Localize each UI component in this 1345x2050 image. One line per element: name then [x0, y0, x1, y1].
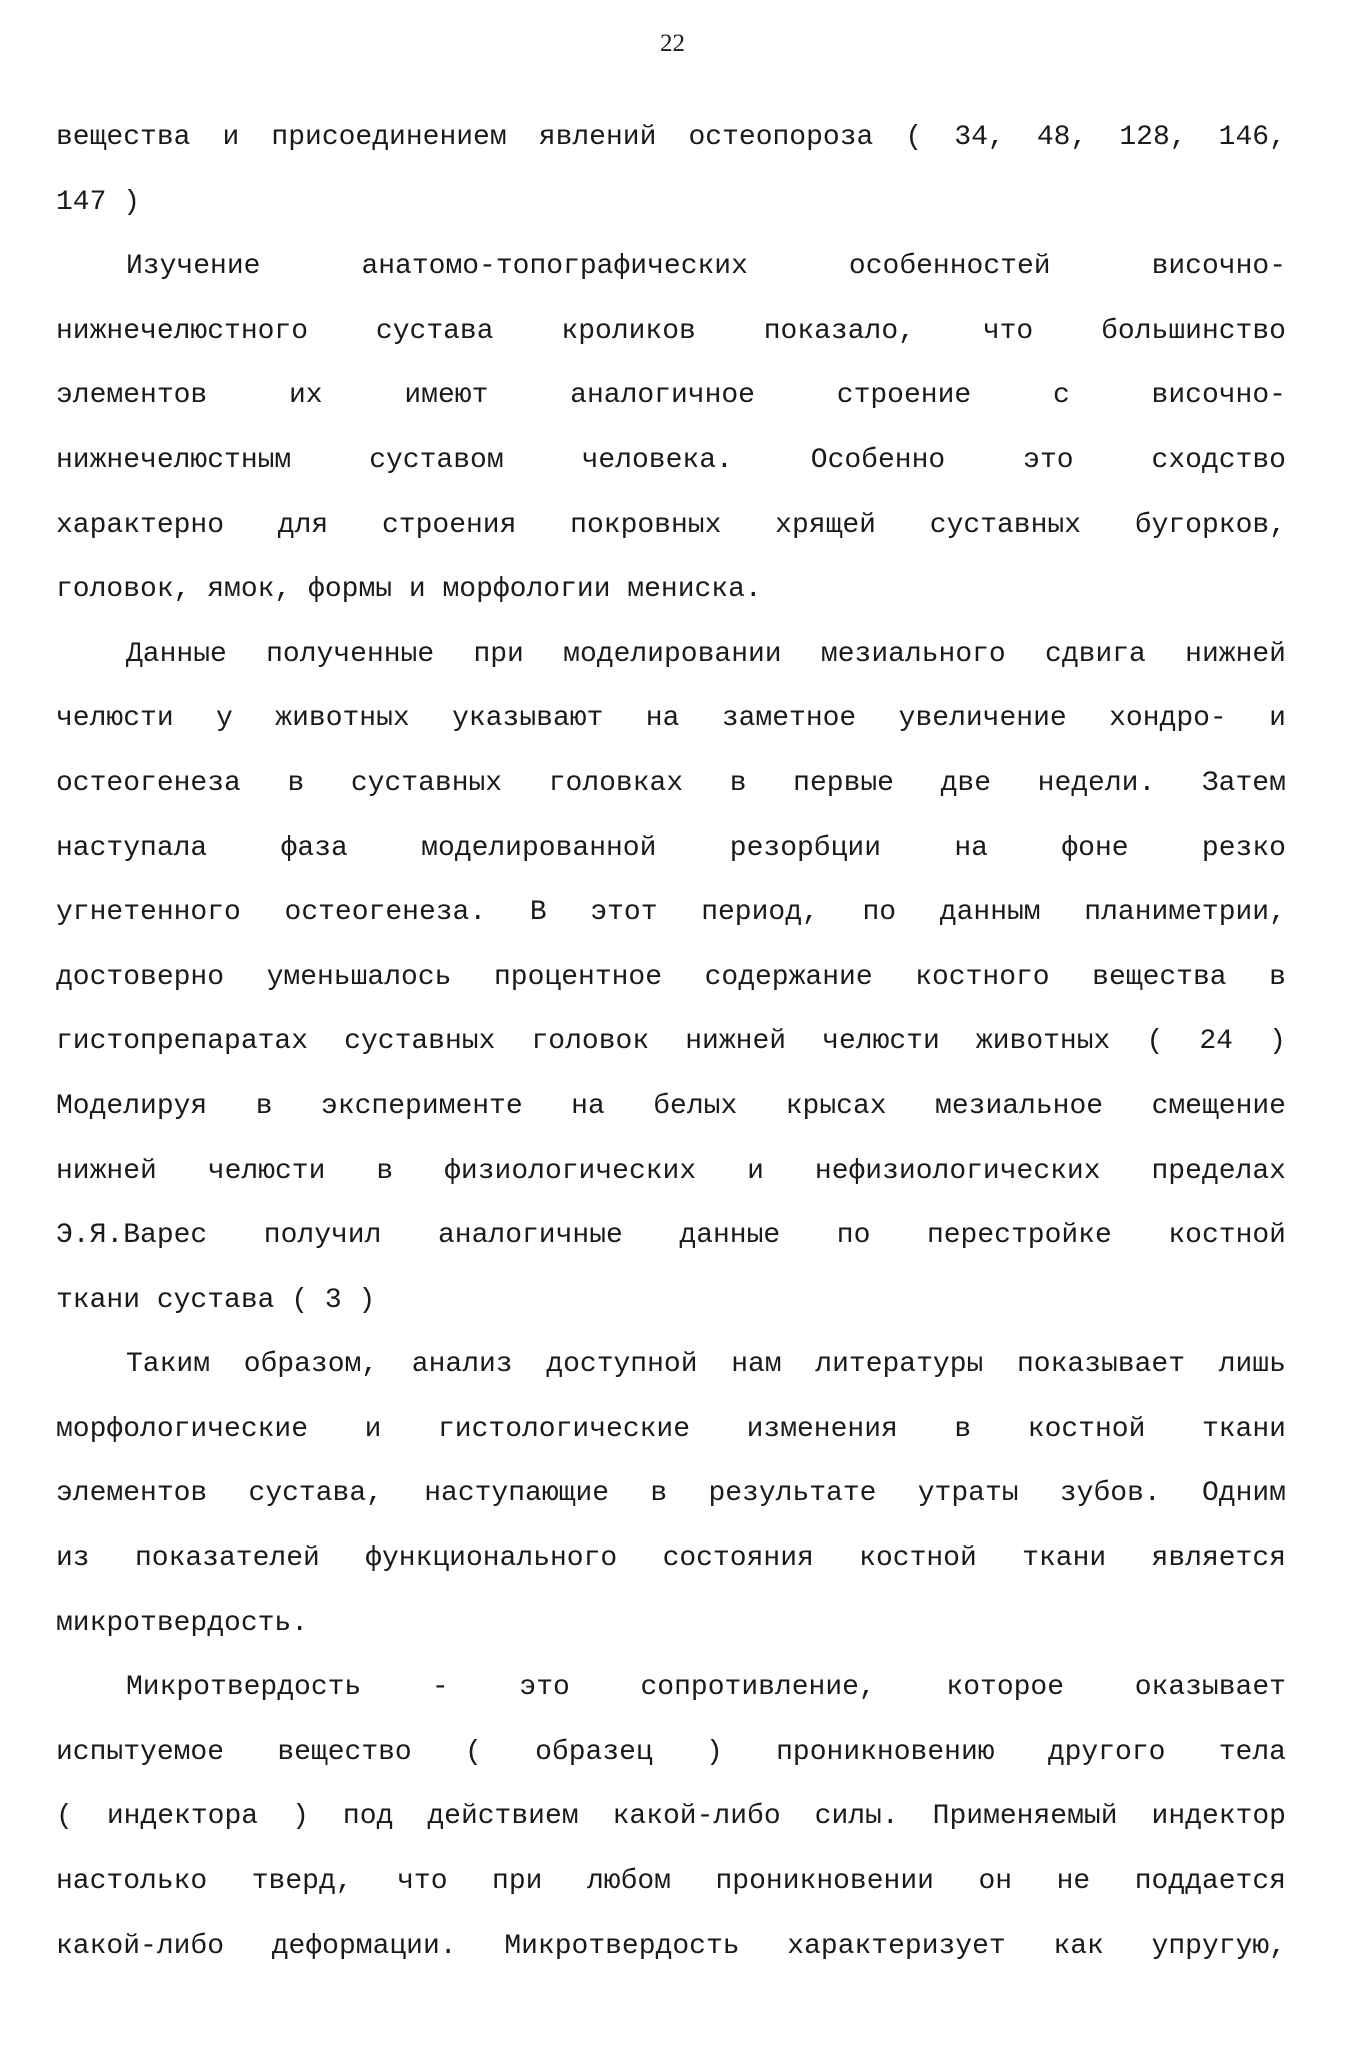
word: настолько — [56, 1866, 208, 1898]
word: утраты — [917, 1478, 1019, 1510]
word: по — [836, 1220, 871, 1252]
text-line: 147 ) — [56, 186, 141, 218]
word: фоне — [1061, 832, 1129, 864]
word: угнетенного — [56, 897, 241, 929]
word: в — [729, 767, 747, 799]
word: Микротвердость — [504, 1930, 740, 1962]
word: деформации. — [271, 1930, 457, 1962]
word: показывает — [1016, 1349, 1186, 1381]
word: ( — [465, 1736, 482, 1768]
word: при — [473, 638, 524, 670]
word: ) — [706, 1736, 723, 1768]
word: нижнечелюстного — [56, 315, 309, 347]
word: хондро- — [1109, 703, 1227, 735]
word: костной — [859, 1543, 977, 1575]
word: строения — [381, 509, 517, 541]
word: наступающие — [424, 1478, 610, 1510]
word: образом, — [243, 1349, 379, 1381]
word: две — [940, 767, 992, 799]
word: в — [954, 1413, 972, 1445]
word: элементов — [56, 1478, 208, 1510]
word: в — [376, 1155, 394, 1187]
word: что — [982, 315, 1034, 347]
word: морфологические — [56, 1413, 309, 1445]
word: остеогенеза — [56, 767, 241, 799]
word: 48, — [1036, 122, 1088, 153]
text-line — [56, 113, 1286, 178]
word: вещества — [1092, 961, 1227, 993]
word: из — [56, 1543, 90, 1575]
word: ( — [56, 1801, 73, 1833]
word: наступала — [56, 832, 208, 864]
word: Таким — [126, 1349, 211, 1381]
word: состояния — [662, 1543, 814, 1575]
word: животных — [975, 1026, 1111, 1058]
word: сустава, — [248, 1478, 383, 1510]
word: ( — [905, 122, 923, 153]
word: получил — [263, 1220, 382, 1252]
word: Микротвердость — [126, 1672, 362, 1704]
word: животных — [275, 703, 410, 735]
word: аналогичное — [570, 380, 755, 412]
text-line — [56, 371, 1286, 436]
page-number: 22 — [660, 30, 685, 57]
word: и — [747, 1155, 764, 1187]
word: суставом — [369, 444, 504, 476]
text-line — [56, 1211, 1286, 1276]
word: период, — [701, 897, 819, 929]
word: это — [519, 1672, 570, 1704]
word: Э.Я.Варес — [56, 1220, 208, 1252]
text-line — [56, 1082, 1286, 1147]
word: ткани — [1022, 1543, 1107, 1575]
text-line — [56, 888, 1286, 953]
word: В — [529, 897, 547, 929]
word: проникновению — [776, 1736, 995, 1768]
word: литературы — [815, 1349, 984, 1381]
word: действием — [427, 1801, 579, 1833]
text-line — [56, 953, 1286, 1018]
word: зубов. — [1059, 1478, 1161, 1510]
word: 24 — [1199, 1026, 1233, 1058]
word: хрящей — [775, 509, 876, 541]
word: нижнечелюстным — [56, 444, 292, 476]
word: испытуемое — [56, 1736, 225, 1768]
word: челюсти — [207, 1155, 326, 1187]
word: на — [571, 1090, 605, 1122]
word: заметное — [721, 703, 857, 735]
text-line — [56, 1728, 1286, 1793]
word: моделированной — [421, 832, 657, 864]
word: что — [397, 1866, 448, 1898]
word: эксперименте — [321, 1090, 523, 1122]
text-line: головок, ямок, формы и морфологии мениска. — [56, 574, 762, 606]
word: на — [954, 832, 988, 864]
text-line — [56, 307, 1286, 372]
text-line — [56, 694, 1286, 759]
word: костной — [1168, 1220, 1286, 1252]
word: челюсти — [56, 703, 174, 735]
text-line — [56, 501, 1286, 566]
text-line — [56, 436, 1286, 501]
word: какой-либо — [56, 1930, 225, 1962]
word: их — [289, 380, 323, 412]
word: анатомо-топографических — [361, 251, 748, 283]
word: головках — [548, 767, 684, 799]
text-line: микротвердость. — [56, 1607, 309, 1639]
word: головок — [531, 1026, 650, 1058]
word: крысах — [785, 1090, 887, 1122]
word: у — [216, 703, 233, 735]
word: проникновении — [715, 1866, 934, 1898]
word: которое — [946, 1672, 1065, 1704]
word: человека. — [581, 444, 733, 476]
word: какой-либо — [612, 1801, 781, 1833]
word: большинство — [1101, 315, 1286, 347]
word: процентное — [494, 961, 663, 993]
word: пределах — [1151, 1155, 1286, 1187]
word: элементов — [56, 380, 208, 412]
word: Моделируя — [56, 1090, 208, 1122]
word: покровных — [570, 509, 722, 541]
word: с — [1052, 380, 1070, 412]
word: образец — [535, 1736, 653, 1768]
word: тела — [1218, 1736, 1286, 1768]
word: височно- — [1151, 251, 1286, 283]
word: вещества — [56, 122, 191, 153]
word: имеют — [404, 380, 489, 412]
word: данные — [679, 1220, 781, 1252]
word: и — [222, 122, 240, 153]
word: характеризует — [787, 1930, 1006, 1962]
word: любом — [586, 1866, 671, 1898]
word: полученные — [266, 638, 435, 670]
word: доступной — [546, 1349, 698, 1381]
word: мезиальное — [935, 1090, 1104, 1122]
word: явлений — [538, 122, 657, 153]
word: Изучение — [126, 251, 261, 283]
text-line — [56, 1534, 1286, 1599]
word: результате — [708, 1478, 877, 1510]
word: суставных — [350, 767, 503, 799]
text-line: ткани сустава ( 3 ) — [56, 1284, 376, 1316]
word: гистопрепаратах — [56, 1026, 309, 1058]
word: Одним — [1201, 1478, 1286, 1510]
word: резко — [1201, 832, 1286, 864]
word: белых — [653, 1090, 738, 1122]
word: сустава — [375, 315, 494, 347]
word: челюсти — [822, 1026, 940, 1058]
word: лишь — [1218, 1349, 1286, 1381]
document-text — [56, 113, 1286, 1986]
word: достоверно — [56, 961, 225, 993]
word: вещество — [277, 1736, 412, 1768]
word: показало, — [763, 315, 915, 347]
word: Применяемый — [932, 1801, 1118, 1833]
word: данным — [939, 897, 1041, 929]
word: сдвига — [1045, 638, 1146, 670]
word: на — [645, 703, 680, 735]
word: поддается — [1134, 1866, 1286, 1898]
word: показателей — [134, 1543, 320, 1575]
word: в — [287, 767, 305, 799]
text-line — [56, 1147, 1286, 1212]
word: оказывает — [1134, 1672, 1286, 1704]
word: в — [650, 1478, 668, 1510]
word: особенностей — [848, 251, 1051, 283]
word: строение — [836, 380, 972, 412]
text-line — [56, 1663, 1286, 1728]
word: индектора — [106, 1801, 259, 1833]
word: это — [1023, 444, 1074, 476]
word: упругую, — [1151, 1930, 1286, 1962]
text-line — [56, 1405, 1286, 1470]
word: тверд, — [251, 1866, 353, 1898]
word: индектор — [1151, 1801, 1286, 1833]
word: остеопороза — [688, 122, 874, 153]
word: физиологических — [444, 1155, 697, 1187]
word: увеличение — [898, 703, 1067, 735]
word: костного — [915, 961, 1050, 993]
word: содержание — [704, 961, 873, 993]
word: фаза — [280, 832, 348, 864]
word: гистологические — [437, 1413, 691, 1445]
word: аналогичные — [437, 1220, 623, 1252]
word: силы. — [814, 1801, 899, 1833]
word: костной — [1027, 1413, 1146, 1445]
word: недели. — [1037, 767, 1156, 799]
word: сходство — [1151, 444, 1286, 476]
word: резорбции — [729, 832, 882, 864]
word: этот — [590, 897, 658, 929]
word: бугорков, — [1134, 509, 1286, 541]
word: присоединением — [271, 122, 507, 153]
text-line — [56, 242, 1286, 307]
word: и — [1269, 703, 1286, 735]
word: нам — [731, 1349, 782, 1381]
word: первые — [793, 767, 894, 799]
word: смещение — [1151, 1090, 1286, 1122]
word: при — [492, 1866, 543, 1898]
word: нижней — [56, 1155, 157, 1187]
word: является — [1151, 1543, 1286, 1575]
word: уменьшалось — [266, 961, 452, 993]
word: в — [255, 1090, 273, 1122]
word: нижней — [685, 1026, 787, 1058]
word: изменения — [746, 1413, 898, 1445]
text-line — [56, 630, 1286, 695]
word: Особенно — [810, 444, 946, 476]
word: под — [342, 1801, 394, 1833]
word: Данные — [126, 638, 227, 670]
word: остеогенеза. — [284, 897, 487, 929]
word: ) — [1269, 1026, 1286, 1058]
word: анализ — [411, 1349, 513, 1381]
word: характерно — [56, 509, 225, 541]
text-line — [56, 824, 1286, 889]
word: планиметрии, — [1084, 897, 1286, 929]
word: как — [1053, 1930, 1104, 1962]
word: ) — [292, 1801, 309, 1833]
word: перестройке — [926, 1220, 1112, 1252]
word: височно- — [1151, 380, 1286, 412]
text-line — [56, 1857, 1286, 1922]
text-line — [56, 1792, 1286, 1857]
text-line — [56, 759, 1286, 824]
word: нефизиологических — [814, 1155, 1101, 1187]
word: он — [978, 1866, 1013, 1898]
word: суставных — [344, 1026, 496, 1058]
word: в — [1269, 961, 1286, 993]
text-line — [56, 1340, 1286, 1405]
word: Затем — [1201, 767, 1286, 799]
word: ткани — [1201, 1413, 1286, 1445]
word: суставных — [929, 509, 1081, 541]
word: другого — [1047, 1736, 1166, 1768]
text-line — [56, 1469, 1286, 1534]
word: мезиального — [820, 638, 1006, 670]
word: функционального — [365, 1543, 618, 1575]
word: для — [277, 509, 329, 541]
word: моделировании — [563, 638, 782, 670]
word: - — [431, 1672, 449, 1704]
word: и — [364, 1413, 382, 1445]
word: 146, — [1218, 122, 1286, 153]
word: 34, — [954, 122, 1005, 153]
word: ( — [1146, 1026, 1164, 1058]
text-line — [56, 1922, 1286, 1987]
word: по — [862, 897, 897, 929]
text-line — [56, 1017, 1286, 1082]
word: указывают — [452, 703, 604, 735]
word: не — [1056, 1866, 1091, 1898]
word: 128, — [1119, 122, 1187, 153]
word: кроликов — [561, 315, 696, 347]
word: сопротивление, — [640, 1672, 876, 1704]
word: нижней — [1185, 638, 1286, 670]
